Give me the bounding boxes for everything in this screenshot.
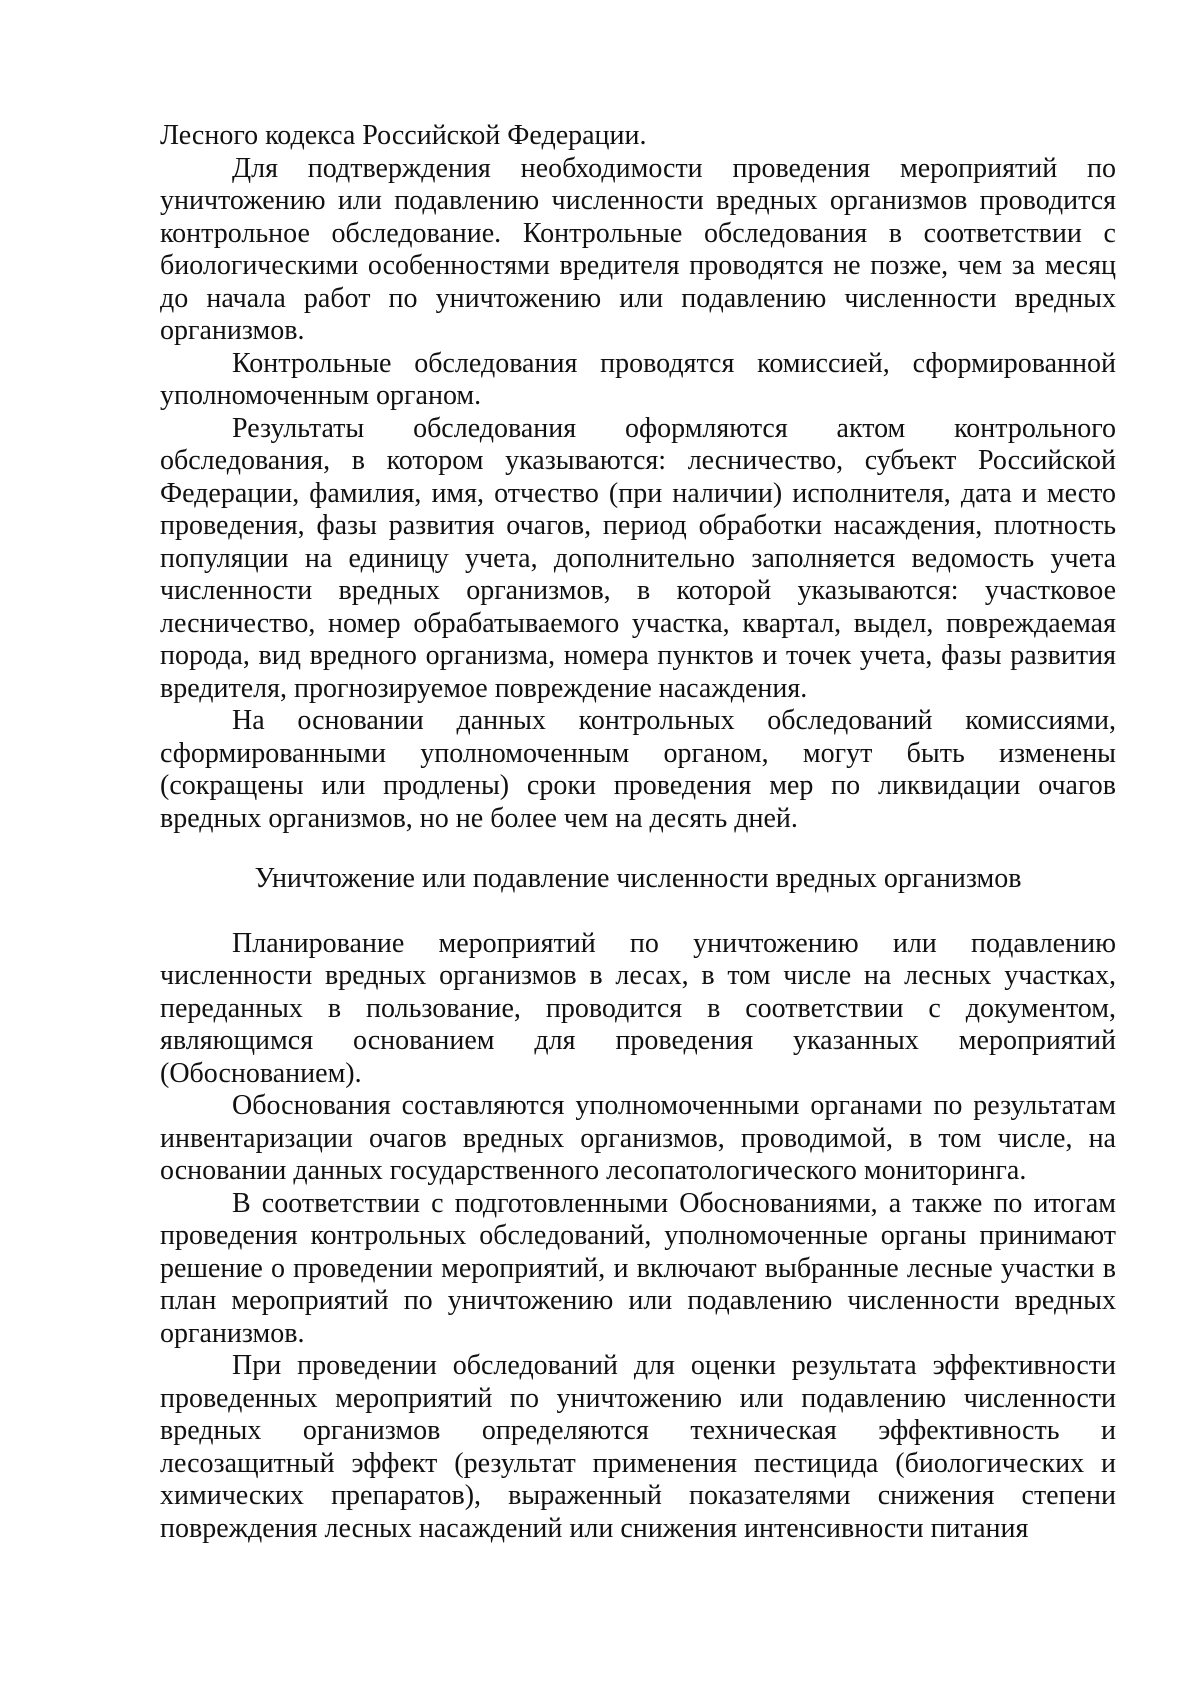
paragraph-effectiveness: При проведении обследований для оценки результата эффективности проведенных мероприятий по уничтожению или подавлению численности вредных организмов определяются техническая эффективность и лесозащитный эффект (результат применения пестицида (биологических и химических препаратов), выраженный показателями снижения степени повреждения лесных насаждений или снижения интенсивности питания xyxy=(160,1350,1116,1544)
paragraph-planning: Планирование мероприятий по уничтожению или подавлению численности вредных организмов в лесах, в том числе на лесных участках, переданных в пользование, проводится в соответствии с документом, являющимся основанием для проведения указанных мероприятий (Обоснованием). xyxy=(160,927,1116,1089)
paragraph-commission: Контрольные обследования проводятся комиссией, сформированной уполномоченным органом. xyxy=(160,347,1116,411)
paragraph-control-survey: Для подтверждения необходимости проведения мероприятий по уничтожению или подавлению численности вредных организмов проводится контрольное обследование. Контрольные обследования в соответствии с биологическими особенностями вредителя проводятся не позже, чем за месяц до начала работ по уничтожению или подавлению численности вредных организмов. xyxy=(160,152,1116,346)
paragraph-justifications: Обоснования составляются уполномоченными органами по результатам инвентаризации очагов вредных организмов, проводимой, в том числе, на основании данных государственного лесопатологического мониторинга. xyxy=(160,1090,1116,1186)
section-heading: Уничтожение или подавление численности вредных организмов xyxy=(254,863,1022,894)
paragraph-deadline-changes: На основании данных контрольных обследований комиссиями, сформированными уполномоченным органом, могут быть изменены (сокращены или продлены) сроки проведения мер по ликвидации очагов вредных организмов, но не более чем на десять дней. xyxy=(160,705,1116,834)
paragraph-survey-results: Результаты обследования оформляются актом контрольного обследования, в котором указываются: лесничество, субъект Российской Федерации, фамилия, имя, отчество (при наличии) исполнителя, дата и место проведения, фазы развития очагов, период обработки насаждения, плотность популяции на единицу учета, дополнительно заполняется ведомость учета численности вредных организмов, в которой указываются: участковое лесничество, номер обрабатываемого участка, квартал, выдел, повреждаемая порода, вид вредного организма, номера пунктов и точек учета, фазы развития вредителя, прогнозируемое повреждение насаждения. xyxy=(160,412,1116,704)
paragraph-continuation: Лесного кодекса Российской Федерации. xyxy=(160,120,647,151)
paragraph-decision: В соответствии с подготовленными Обоснованиями, а также по итогам проведения контрольных обследований, уполномоченные органы принимают решение о проведении мероприятий, и включают выбранные лесные участки в план мероприятий по уничтожению или подавлению численности вредных организмов. xyxy=(160,1187,1116,1349)
document-page xyxy=(160,120,1116,1545)
